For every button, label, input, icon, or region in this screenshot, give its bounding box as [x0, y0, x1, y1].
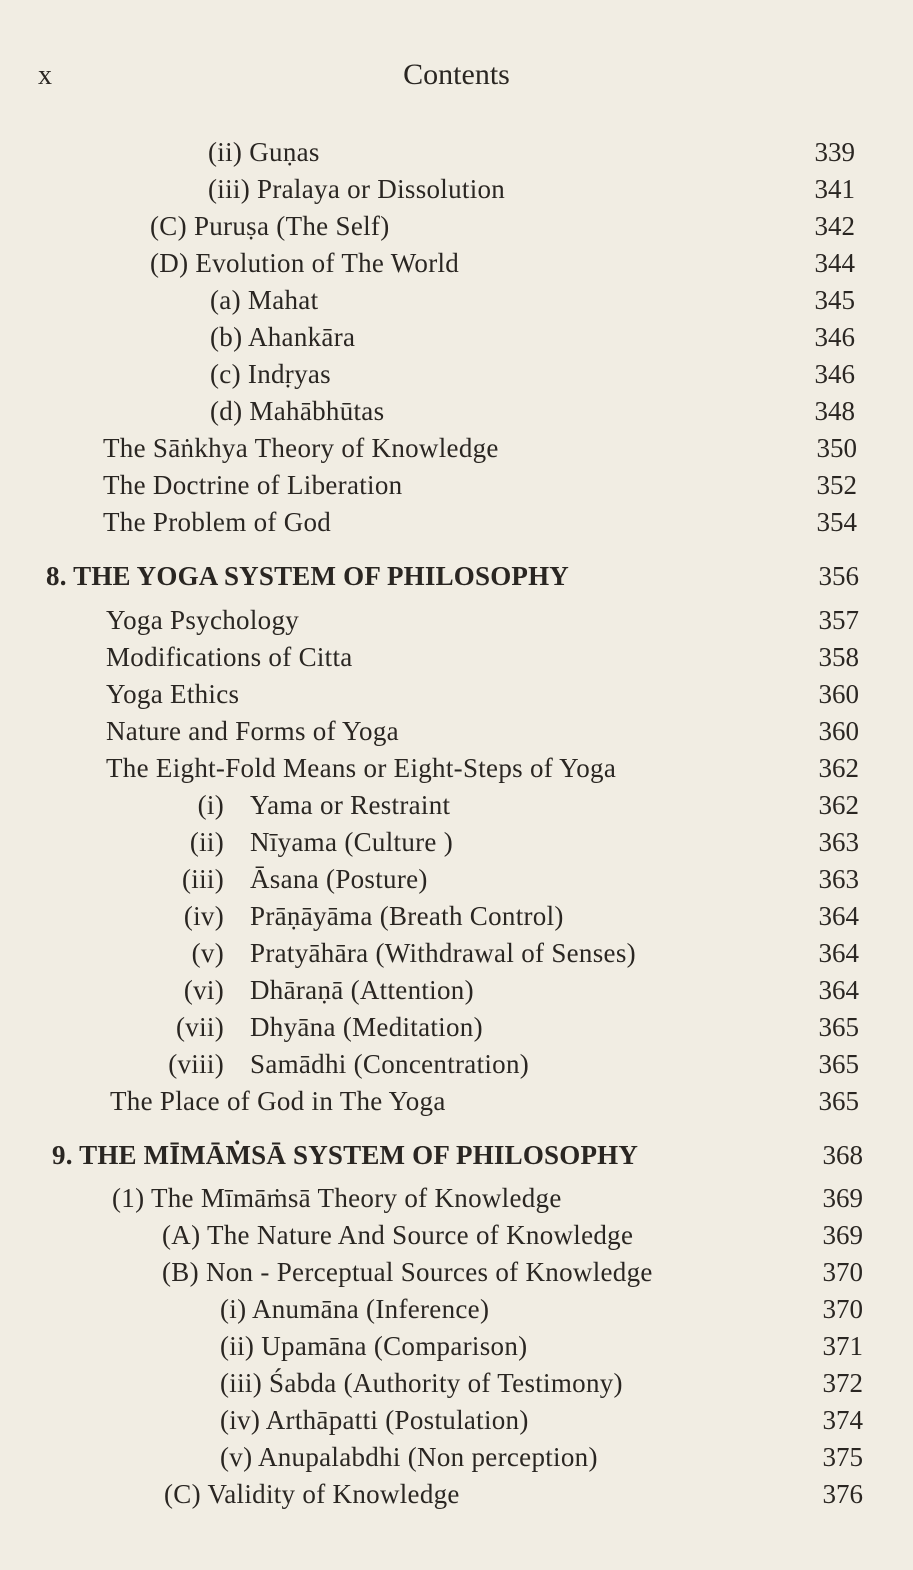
entry-page-number: 365 — [818, 1086, 859, 1116]
step-text: Yama or Restraint — [250, 790, 451, 820]
toc-entry — [0, 1049, 913, 1085]
toc-entry — [0, 248, 913, 284]
entry-label: (C) Puruṣa (The Self) — [150, 211, 390, 241]
entry-page-number: 376 — [822, 1479, 863, 1509]
toc-entry — [0, 1183, 913, 1219]
entry-label: (c) Indṛyas — [210, 359, 331, 389]
toc-entry — [0, 470, 913, 506]
entry-label — [158, 790, 450, 821]
step-text: Prāṇāyāma (Breath Control) — [250, 901, 564, 931]
toc-entry — [0, 1012, 913, 1048]
entry-page-number: 363 — [818, 827, 859, 857]
entry-page-number: 354 — [816, 507, 857, 537]
step-numeral: (iii) — [182, 864, 224, 894]
entry-page-number: 374 — [822, 1405, 863, 1435]
toc-entry — [0, 938, 913, 974]
toc-entry — [0, 322, 913, 358]
entry-label: (a) Mahat — [210, 285, 319, 315]
toc-entry — [0, 1331, 913, 1367]
toc-entry — [0, 285, 913, 321]
toc-entry — [0, 1257, 913, 1293]
page-number-folio: x — [38, 60, 52, 91]
entry-label — [158, 864, 428, 895]
toc-entry — [0, 753, 913, 789]
toc-entry — [0, 975, 913, 1011]
entry-page-number: 370 — [822, 1257, 863, 1287]
entry-label: (b) Ahankāra — [210, 322, 356, 352]
step-numeral: (viii) — [168, 1049, 224, 1079]
entry-label: (i) Anumāna (Inference) — [220, 1294, 490, 1324]
entry-label: Yoga Psychology — [106, 605, 300, 635]
entry-label: (C) Validity of Knowledge — [164, 1479, 460, 1509]
toc-entry — [0, 827, 913, 863]
entry-label: Yoga Ethics — [106, 679, 240, 709]
toc-entry — [0, 137, 913, 173]
chapter-title: 8. THE YOGA SYSTEM OF PHILOSOPHY — [46, 561, 569, 591]
entry-page-number: 344 — [814, 248, 855, 278]
entry-page-number: 356 — [818, 561, 859, 591]
entry-page-number: 371 — [822, 1331, 863, 1361]
entry-label: (1) The Mīmāṁsā Theory of Knowledge — [112, 1183, 562, 1213]
entry-label: (ii) Guṇas — [208, 137, 320, 167]
toc-entry — [0, 1086, 913, 1122]
toc-entry — [0, 901, 913, 937]
entry-page-number: 342 — [814, 211, 855, 241]
entry-label: Nature and Forms of Yoga — [106, 716, 399, 746]
entry-page-number: 362 — [818, 790, 859, 820]
entry-label: (D) Evolution of The World — [150, 248, 460, 278]
entry-label: The Problem of God — [103, 507, 332, 537]
step-text: Pratyāhāra (Withdrawal of Senses) — [250, 938, 636, 968]
step-text: Nīyama (Culture ) — [250, 827, 454, 857]
chapter-heading — [0, 1140, 913, 1176]
entry-page-number: 363 — [818, 864, 859, 894]
step-text: Dhāraṇā (Attention) — [250, 975, 474, 1005]
entry-label: The Doctrine of Liberation — [103, 470, 403, 500]
entry-page-number: 364 — [818, 938, 859, 968]
entry-label: (iii) Śabda (Authority of Testimony) — [220, 1368, 623, 1398]
chapter-heading — [0, 561, 913, 597]
toc-entry — [0, 716, 913, 752]
entry-page-number: 345 — [814, 285, 855, 315]
entry-label: The Eight-Fold Means or Eight-Steps of Yoga — [106, 753, 617, 783]
step-numeral: (iv) — [183, 901, 224, 931]
toc-entry — [0, 864, 913, 900]
chapter-title: 9. THE MĪMĀṀSĀ SYSTEM OF PHILOSOPHY — [52, 1140, 639, 1170]
step-numeral: (i) — [197, 790, 224, 820]
entry-page-number: 346 — [814, 359, 855, 389]
entry-label: (v) Anupalabdhi (Non perception) — [220, 1442, 598, 1472]
entry-label — [158, 827, 453, 858]
toc-entry — [0, 1405, 913, 1441]
toc-entry — [0, 1220, 913, 1256]
entry-label: (ii) Upamāna (Comparison) — [220, 1331, 528, 1361]
step-text: Dhyāna (Meditation) — [250, 1012, 483, 1042]
entry-label — [158, 975, 474, 1006]
entry-page-number: 370 — [822, 1294, 863, 1324]
entry-page-number: 368 — [822, 1140, 863, 1170]
step-numeral: (vi) — [183, 975, 224, 1005]
running-head-title: Contents — [403, 58, 510, 91]
entry-page-number: 358 — [818, 642, 859, 672]
entry-page-number: 346 — [814, 322, 855, 352]
toc-entry — [0, 679, 913, 715]
toc-entry — [0, 642, 913, 678]
entry-label — [158, 901, 564, 932]
entry-page-number: 360 — [818, 679, 859, 709]
toc-entry — [0, 1479, 913, 1515]
entry-page-number: 365 — [818, 1012, 859, 1042]
entry-label: The Place of God in The Yoga — [110, 1086, 446, 1116]
entry-label: (d) Mahābhūtas — [210, 396, 385, 426]
entry-label: (B) Non - Perceptual Sources of Knowledge — [162, 1257, 653, 1287]
toc-entry — [0, 605, 913, 641]
toc-entry — [0, 1442, 913, 1478]
step-numeral: (v) — [191, 938, 224, 968]
entry-page-number: 360 — [818, 716, 859, 746]
toc-entry — [0, 211, 913, 247]
entry-page-number: 350 — [816, 433, 857, 463]
step-text: Āsana (Posture) — [250, 864, 428, 894]
step-text: Samādhi (Concentration) — [250, 1049, 530, 1079]
toc-entry — [0, 359, 913, 395]
entry-label — [158, 1012, 483, 1043]
toc-entry — [0, 1368, 913, 1404]
entry-page-number: 372 — [822, 1368, 863, 1398]
toc-entry — [0, 790, 913, 826]
step-numeral: (ii) — [189, 827, 224, 857]
entry-page-number: 364 — [818, 901, 859, 931]
entry-page-number: 369 — [822, 1183, 863, 1213]
entry-page-number: 339 — [814, 137, 855, 167]
toc-entry — [0, 433, 913, 469]
entry-label — [158, 1049, 529, 1080]
entry-page-number: 369 — [822, 1220, 863, 1250]
toc-entry — [0, 396, 913, 432]
entry-page-number: 341 — [814, 174, 855, 204]
entry-label: Modifications of Citta — [106, 642, 353, 672]
entry-page-number: 365 — [818, 1049, 859, 1079]
entry-label: The Sāṅkhya Theory of Knowledge — [103, 433, 499, 463]
entry-label: (iii) Pralaya or Dissolution — [208, 174, 506, 204]
entry-page-number: 375 — [822, 1442, 863, 1472]
toc-entry — [0, 174, 913, 210]
entry-label: (iv) Arthāpatti (Postulation) — [220, 1405, 529, 1435]
entry-label — [158, 938, 636, 969]
entry-page-number: 357 — [818, 605, 859, 635]
entry-page-number: 352 — [816, 470, 857, 500]
entry-page-number: 364 — [818, 975, 859, 1005]
toc-entry — [0, 1294, 913, 1330]
toc-entry — [0, 507, 913, 543]
step-numeral: (vii) — [176, 1012, 224, 1042]
entry-page-number: 362 — [818, 753, 859, 783]
entry-page-number: 348 — [814, 396, 855, 426]
entry-label: (A) The Nature And Source of Knowledge — [162, 1220, 634, 1250]
